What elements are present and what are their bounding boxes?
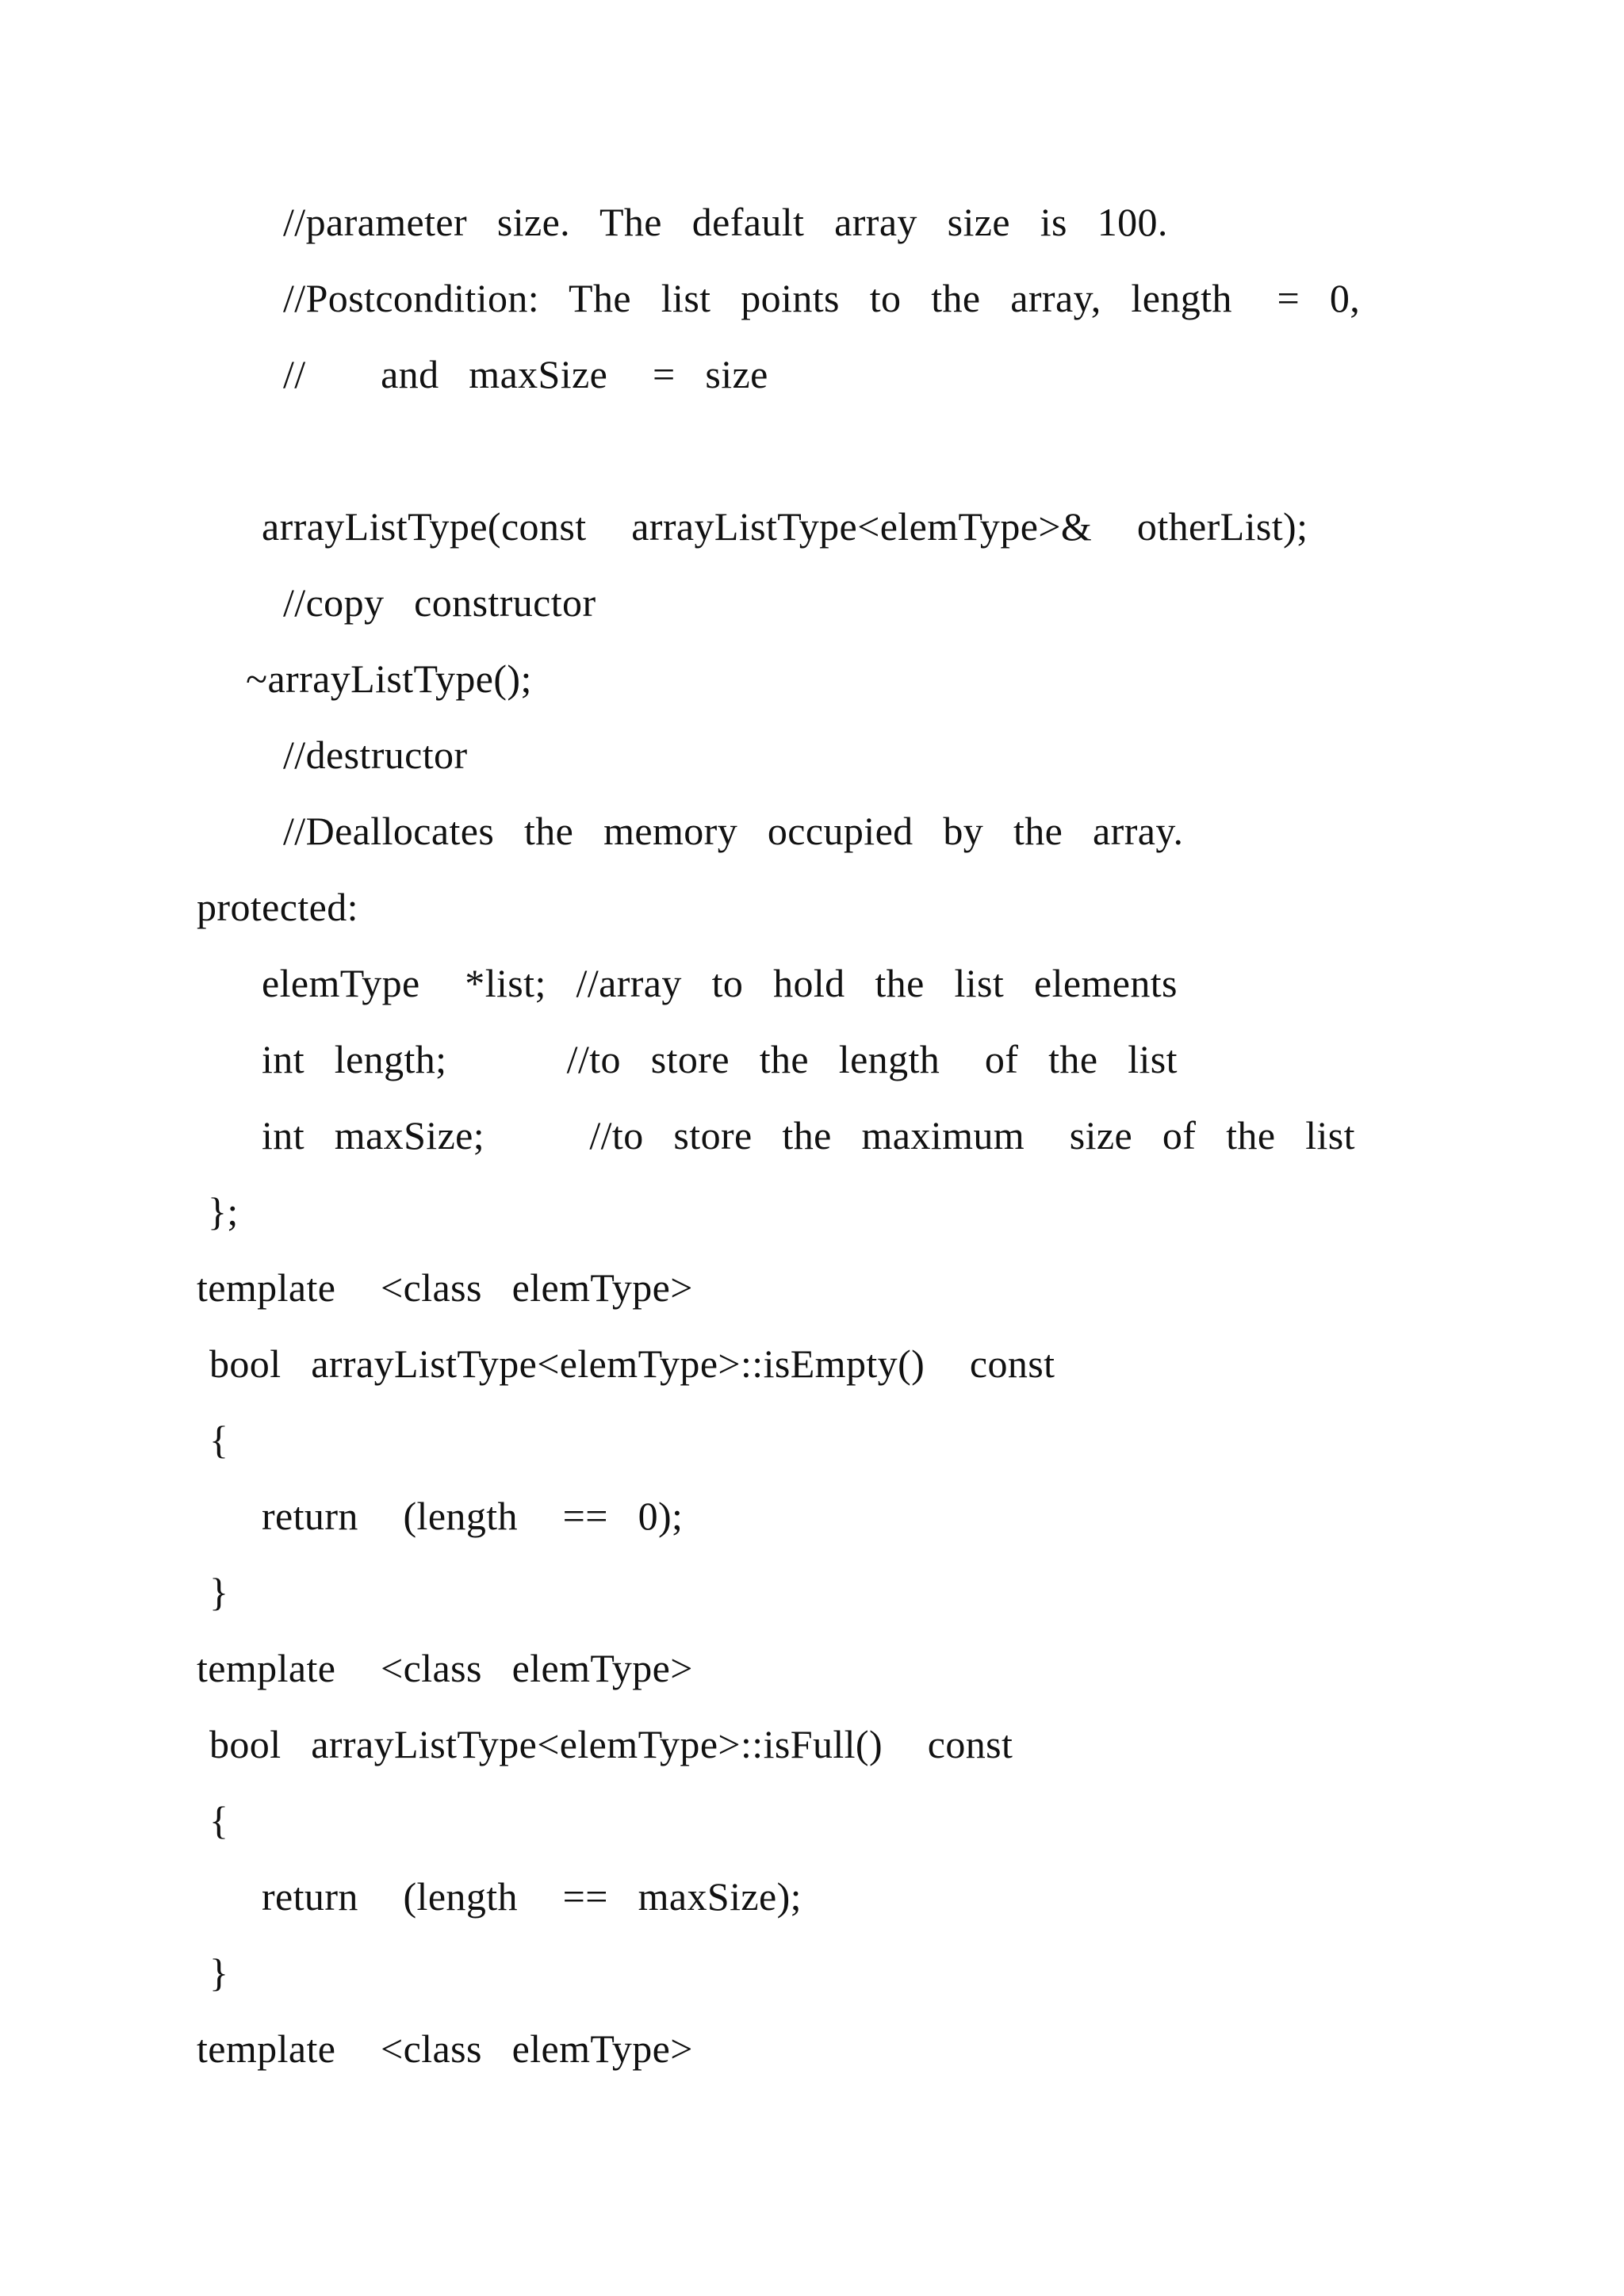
code-line: int length; //to store the length of the list: [262, 1037, 1178, 1081]
code-line: }: [209, 1950, 229, 1995]
code-line: return (length == 0);: [262, 1494, 684, 1538]
code-line: {: [209, 1418, 229, 1462]
code-line: //parameter size. The default array size is 100.: [283, 200, 1168, 244]
code-line: bool arrayListType<elemType>::isEmpty() const: [209, 1341, 1055, 1386]
code-line: //Postcondition: The list points to the array, length = 0,: [283, 276, 1361, 320]
code-line: ~arrayListType();: [246, 656, 532, 701]
code-line: return (length == maxSize);: [262, 1874, 802, 1919]
code-line: int maxSize; //to store the maximum size of the list: [262, 1113, 1355, 1158]
code-line: //copy constructor: [283, 580, 596, 625]
code-line: {: [209, 1798, 229, 1843]
code-line: //Deallocates the memory occupied by the array.: [283, 809, 1184, 853]
code-line: // and maxSize = size: [283, 352, 768, 396]
code-line: };: [208, 1189, 239, 1234]
code-line: template <class elemType>: [197, 1265, 693, 1310]
code-line: elemType *list; //array to hold the list elements: [262, 961, 1178, 1005]
code-line: template <class elemType>: [197, 1646, 693, 1690]
code-line: bool arrayListType<elemType>::isFull() const: [209, 1722, 1013, 1766]
code-line: template <class elemType>: [197, 2026, 693, 2071]
code-line: //destructor: [283, 733, 468, 777]
code-line: protected:: [197, 885, 358, 929]
code-line: arrayListType(const arrayListType<elemType>& otherList);: [262, 504, 1308, 549]
code-line: }: [209, 1570, 229, 1614]
